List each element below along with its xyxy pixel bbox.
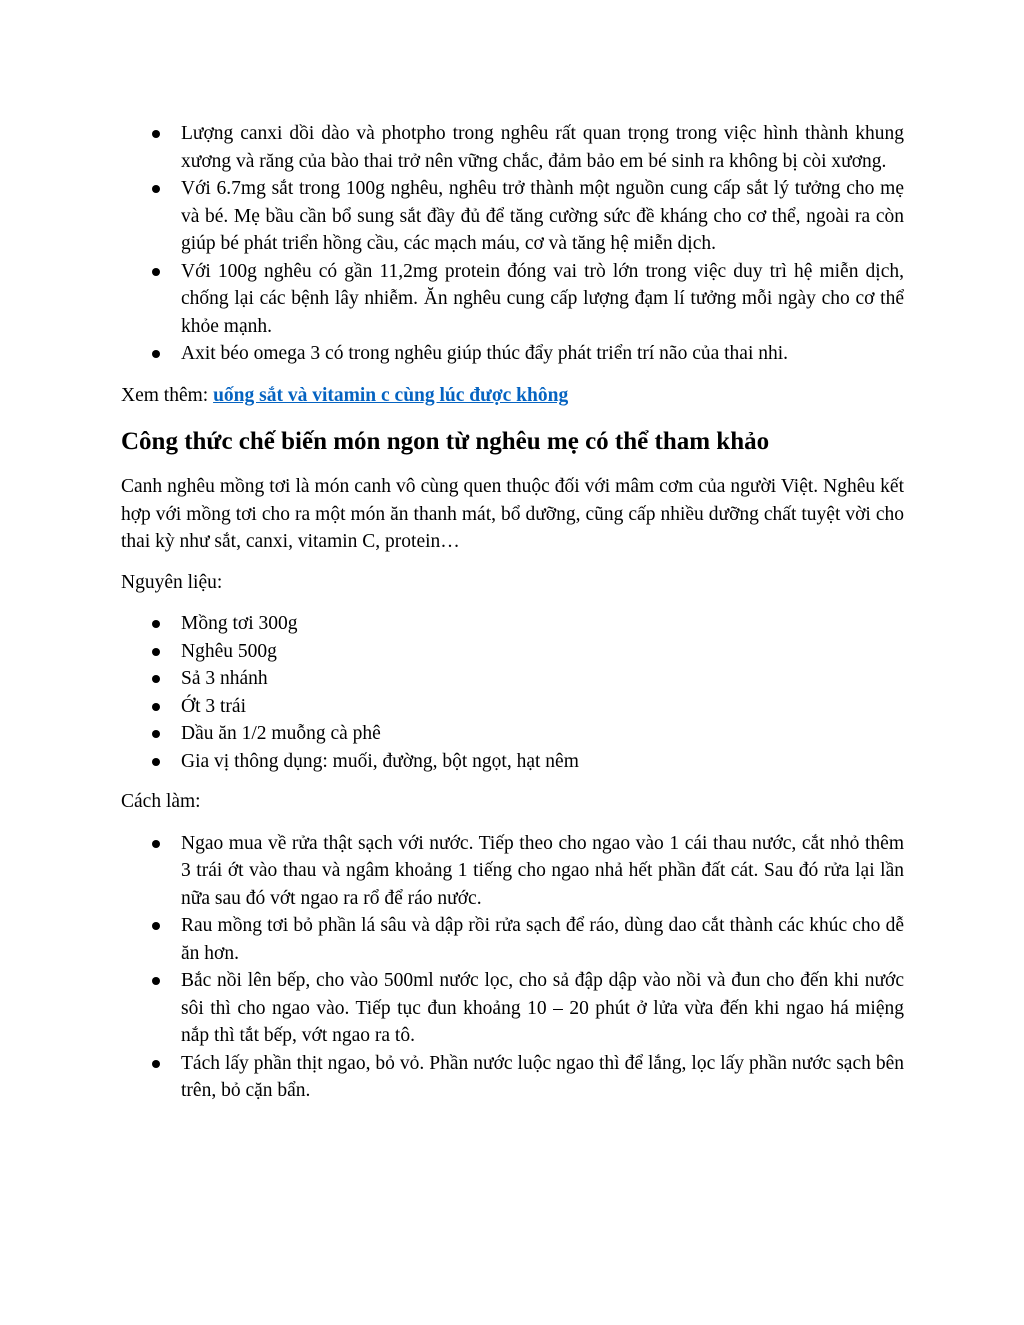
- list-item: [121, 830, 904, 913]
- section-heading: Công thức chế biến món ngon từ nghêu mẹ có thể tham khảo: [121, 428, 770, 455]
- list-item: [121, 610, 904, 638]
- list-item-text: Ngao mua về rửa thật sạch với nước. Tiếp theo cho ngao vào 1 cái thau nước, cắt nhỏ thêm 3 trái ớt vào thau và ngâm khoảng 1 tiếng cho ngao nhả hết phần đất cát. Sau đó rửa lại lần nữa sau đó vớt ngao ra rổ để ráo nước.: [181, 832, 904, 909]
- list-item-text: Mồng tơi 300g: [181, 613, 298, 634]
- list-item: [121, 693, 904, 721]
- list-item-text: Sả 3 nhánh: [181, 668, 268, 689]
- list-item-text: Với 6.7mg sắt trong 100g nghêu, nghêu trở thành một nguồn cung cấp sắt lý tưởng cho mẹ và bé. Mẹ bầu cần bổ sung sắt đầy đủ để tăng cường sức đề kháng cho cơ thể, ngoài ra còn giúp bé phát triển hồng cầu, các mạch máu, cơ và tăng hệ miễn dịch.: [181, 178, 904, 254]
- ingredients-label: Nguyên liệu:: [121, 571, 223, 593]
- see-more-link[interactable]: uống sắt và vitamin c cùng lúc được không: [213, 384, 569, 406]
- bullet-icon: [152, 730, 160, 738]
- list-item: [121, 175, 904, 258]
- see-more-prefix: Xem thêm:: [121, 384, 214, 406]
- list-item: [121, 340, 904, 368]
- list-item-text: Ớt 3 trái: [181, 695, 246, 717]
- intro-paragraph: Canh nghêu mồng tơi là món canh vô cùng quen thuộc đối với mâm cơm của người Việt. Nghêu kết hợp với mồng tơi cho ra một món ăn thanh mát, bổ dưỡng, cũng cấp nhiều dưỡng chất tuyệt vời cho thai kỳ như sắt, canxi, vitamin C, protein…: [121, 476, 904, 552]
- ingredients-list: [121, 610, 904, 775]
- bullet-icon: [152, 758, 160, 766]
- bullet-icon: [152, 268, 160, 276]
- list-item-text: Nghêu 500g: [181, 640, 277, 662]
- list-item: [121, 1050, 904, 1105]
- bullet-icon: [152, 977, 160, 985]
- method-label: Cách làm:: [121, 791, 201, 812]
- list-item: [121, 638, 904, 666]
- list-item: [121, 967, 904, 1050]
- bullet-icon: [152, 185, 160, 193]
- bullet-icon: [152, 350, 160, 358]
- steps-list: [121, 830, 904, 1105]
- bullet-icon: [152, 620, 160, 628]
- list-item: [121, 120, 904, 175]
- list-item-text: Axit béo omega 3 có trong nghêu giúp thúc đẩy phát triển trí não của thai nhi.: [181, 343, 789, 364]
- document-content: [121, 120, 904, 1105]
- bullet-icon: [152, 130, 160, 138]
- list-item-text: Với 100g nghêu có gần 11,2mg protein đóng vai trò lớn trong việc duy trì hệ miễn dịch, chống lại các bệnh lây nhiễm. Ăn nghêu cung cấp lượng đạm lí tưởng mỗi ngày cho cơ thể khỏe mạnh.: [181, 260, 904, 337]
- list-item-text: Lượng canxi dồi dào và photpho trong nghêu rất quan trọng trong việc hình thành khung xương và răng của bào thai trở nên vững chắc, đảm bảo em bé sinh ra không bị còi xương.: [181, 123, 904, 172]
- list-item-text: Gia vị thông dụng: muối, đường, bột ngọt, hạt nêm: [181, 750, 579, 772]
- list-item-text: Bắc nồi lên bếp, cho vào 500ml nước lọc, cho sả đập dập vào nồi và đun cho đến khi nước sôi thì cho ngao vào. Tiếp tục đun khoảng 10 – 20 phút ở lửa vừa đến khi ngao há miệng nắp thì tắt bếp, vớt ngao ra tô.: [181, 970, 904, 1046]
- bullet-icon: [152, 922, 160, 930]
- bullet-icon: [152, 840, 160, 848]
- see-more-line: [121, 382, 904, 410]
- list-item: [121, 665, 904, 693]
- list-item: [121, 258, 904, 341]
- bullet-icon: [152, 703, 160, 711]
- bullet-icon: [152, 648, 160, 656]
- list-item-text: Rau mồng tơi bỏ phần lá sâu và dập rồi rửa sạch để ráo, dùng dao cắt thành các khúc cho dễ ăn hơn.: [181, 915, 904, 964]
- benefits-list: [121, 120, 904, 368]
- list-item-text: Tách lấy phần thịt ngao, bỏ vỏ. Phần nước luộc ngao thì để lắng, lọc lấy phần nước sạch bên trên, bỏ cặn bẩn.: [181, 1052, 904, 1101]
- list-item: [121, 912, 904, 967]
- bullet-icon: [152, 1060, 160, 1068]
- list-item-text: Dầu ăn 1/2 muỗng cà phê: [181, 723, 381, 744]
- list-item: [121, 720, 904, 748]
- list-item: [121, 748, 904, 776]
- bullet-icon: [152, 675, 160, 683]
